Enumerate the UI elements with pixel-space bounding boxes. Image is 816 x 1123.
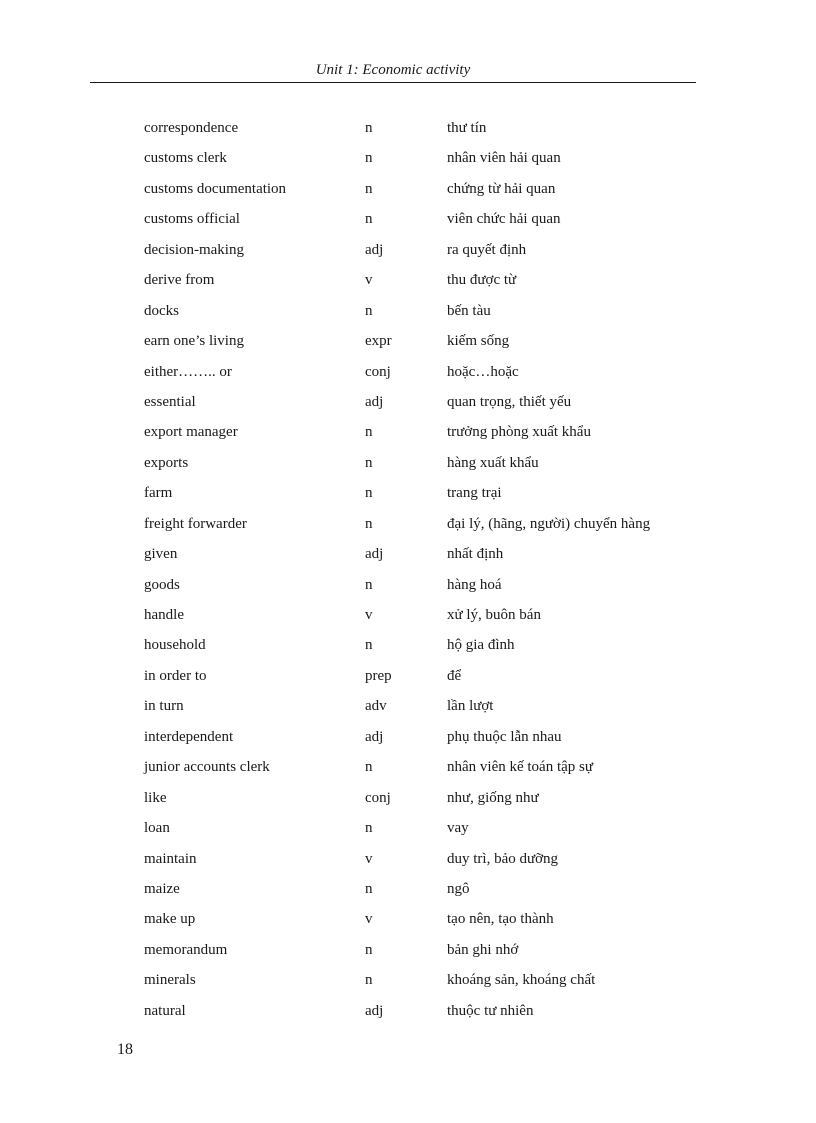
part-of-speech: conj [365, 789, 391, 806]
vocabulary-term: docks [144, 302, 179, 319]
part-of-speech: n [365, 880, 373, 897]
vietnamese-meaning: xử lý, buôn bán [447, 607, 541, 623]
vocabulary-list [144, 118, 704, 1031]
vocabulary-row [144, 575, 704, 605]
part-of-speech: n [365, 941, 373, 958]
part-of-speech: v [365, 272, 373, 289]
vocabulary-row [144, 118, 704, 148]
part-of-speech: n [365, 972, 373, 989]
vietnamese-meaning: nhân viên kế toán tập sự [447, 759, 594, 776]
vietnamese-meaning: thư tín [447, 120, 487, 136]
vocabulary-term: farm [144, 485, 173, 502]
vietnamese-meaning: bản ghi nhớ [447, 941, 519, 958]
vocabulary-term: make up [144, 911, 196, 928]
vocabulary-term: goods [144, 576, 180, 593]
vietnamese-meaning: chứng từ hải quan [447, 180, 556, 197]
vietnamese-meaning: để [447, 667, 462, 684]
part-of-speech: adj [365, 1002, 384, 1019]
part-of-speech: prep [365, 667, 392, 684]
vocabulary-term: freight forwarder [144, 515, 247, 532]
vocabulary-term: export manager [144, 424, 238, 441]
vocabulary-row [144, 635, 704, 665]
vocabulary-row [144, 514, 704, 544]
vocabulary-term: given [144, 546, 178, 563]
vocabulary-term: in turn [144, 698, 184, 715]
vietnamese-meaning: phụ thuộc lẫn nhau [447, 728, 562, 745]
vietnamese-meaning: hàng hoá [447, 576, 502, 593]
vocabulary-row [144, 788, 704, 818]
vocabulary-term: in order to [144, 667, 207, 684]
vocabulary-row [144, 148, 704, 178]
vietnamese-meaning: thuộc tư nhiên [447, 1002, 534, 1019]
part-of-speech: adj [365, 393, 384, 410]
vocabulary-term: exports [144, 454, 189, 471]
header-divider [90, 82, 696, 83]
page-number: 18 [117, 1041, 133, 1058]
vietnamese-meaning: như, giống như [447, 789, 539, 806]
vocabulary-row [144, 331, 704, 361]
vocabulary-row [144, 940, 704, 970]
part-of-speech: adj [365, 728, 384, 745]
vocabulary-term: maintain [144, 850, 197, 867]
vietnamese-meaning: ra quyết định [447, 241, 527, 258]
vietnamese-meaning: quan trọng, thiết yếu [447, 393, 572, 410]
vocabulary-row [144, 879, 704, 909]
vocabulary-row [144, 818, 704, 848]
part-of-speech: n [365, 576, 373, 593]
vietnamese-meaning: kiếm sống [447, 333, 510, 350]
vietnamese-meaning: bến tàu [447, 302, 491, 319]
part-of-speech: adj [365, 241, 384, 258]
vocabulary-term: customs official [144, 211, 240, 228]
vocabulary-row [144, 544, 704, 574]
part-of-speech: expr [365, 333, 392, 350]
vocabulary-row [144, 301, 704, 331]
vietnamese-meaning: viên chức hải quan [447, 211, 561, 228]
part-of-speech: n [365, 424, 373, 441]
vietnamese-meaning: hoặc…hoặc [447, 363, 519, 380]
vocabulary-term: either…….. or [144, 363, 232, 380]
vocabulary-term: interdependent [144, 728, 234, 745]
part-of-speech: n [365, 759, 373, 776]
part-of-speech: n [365, 211, 373, 228]
vocabulary-row [144, 240, 704, 270]
vietnamese-meaning: tạo nên, tạo thành [447, 911, 554, 928]
vocabulary-term: correspondence [144, 120, 239, 136]
vietnamese-meaning: vay [447, 820, 469, 837]
part-of-speech: conj [365, 363, 391, 380]
vocabulary-row [144, 757, 704, 787]
vocabulary-row [144, 362, 704, 392]
part-of-speech: n [365, 485, 373, 502]
part-of-speech: n [365, 515, 373, 532]
part-of-speech: v [365, 607, 373, 623]
vocabulary-term: earn one’s living [144, 333, 244, 350]
part-of-speech: adv [365, 698, 387, 715]
part-of-speech: v [365, 850, 373, 867]
vocabulary-row [144, 970, 704, 1000]
vietnamese-meaning: trang trại [447, 485, 502, 502]
vocabulary-term: loan [144, 820, 170, 837]
vietnamese-meaning: hàng xuất khẩu [447, 454, 539, 471]
vietnamese-meaning: nhất định [447, 546, 504, 563]
vocabulary-row [144, 909, 704, 939]
vocabulary-term: like [144, 789, 167, 806]
vocabulary-row [144, 209, 704, 239]
vocabulary-term: customs documentation [144, 180, 287, 197]
vocabulary-term: junior accounts clerk [144, 759, 270, 776]
vocabulary-term: household [144, 637, 206, 654]
part-of-speech: n [365, 120, 373, 136]
vocabulary-row [144, 179, 704, 209]
vocabulary-row [144, 422, 704, 452]
part-of-speech: v [365, 911, 373, 928]
vocabulary-term: customs clerk [144, 150, 227, 167]
vocabulary-row [144, 392, 704, 422]
vocabulary-term: maize [144, 880, 180, 897]
vietnamese-meaning: lần lượt [447, 698, 494, 715]
vocabulary-term: essential [144, 393, 196, 410]
vietnamese-meaning: khoáng sản, khoáng chất [447, 972, 596, 989]
vietnamese-meaning: trưởng phòng xuất khẩu [447, 424, 591, 441]
part-of-speech: n [365, 820, 373, 837]
vocabulary-row [144, 849, 704, 879]
part-of-speech: n [365, 180, 373, 197]
vocabulary-row [144, 1001, 704, 1031]
vocabulary-term: natural [144, 1002, 186, 1019]
vietnamese-meaning: ngô [447, 880, 470, 897]
part-of-speech: n [365, 637, 373, 654]
vietnamese-meaning: thu được từ [447, 272, 517, 289]
vocabulary-row [144, 696, 704, 726]
vocabulary-row [144, 605, 704, 635]
part-of-speech: n [365, 150, 373, 167]
vietnamese-meaning: đại lý, (hãng, người) chuyển hàng [447, 515, 651, 532]
vocabulary-row [144, 666, 704, 696]
vietnamese-meaning: duy trì, bảo dưỡng [447, 850, 559, 867]
vocabulary-term: derive from [144, 272, 215, 289]
vietnamese-meaning: nhân viên hải quan [447, 150, 561, 167]
vocabulary-term: handle [144, 607, 184, 623]
vocabulary-row [144, 453, 704, 483]
vietnamese-meaning: hộ gia đình [447, 637, 515, 654]
part-of-speech: n [365, 302, 373, 319]
vocabulary-row [144, 483, 704, 513]
vocabulary-row [144, 727, 704, 757]
part-of-speech: adj [365, 546, 384, 563]
vocabulary-term: minerals [144, 972, 196, 989]
vocabulary-row [144, 270, 704, 300]
vocabulary-term: decision-making [144, 241, 244, 258]
part-of-speech: n [365, 454, 373, 471]
vocabulary-term: memorandum [144, 941, 228, 958]
running-header: Unit 1: Economic activity [315, 62, 471, 78]
